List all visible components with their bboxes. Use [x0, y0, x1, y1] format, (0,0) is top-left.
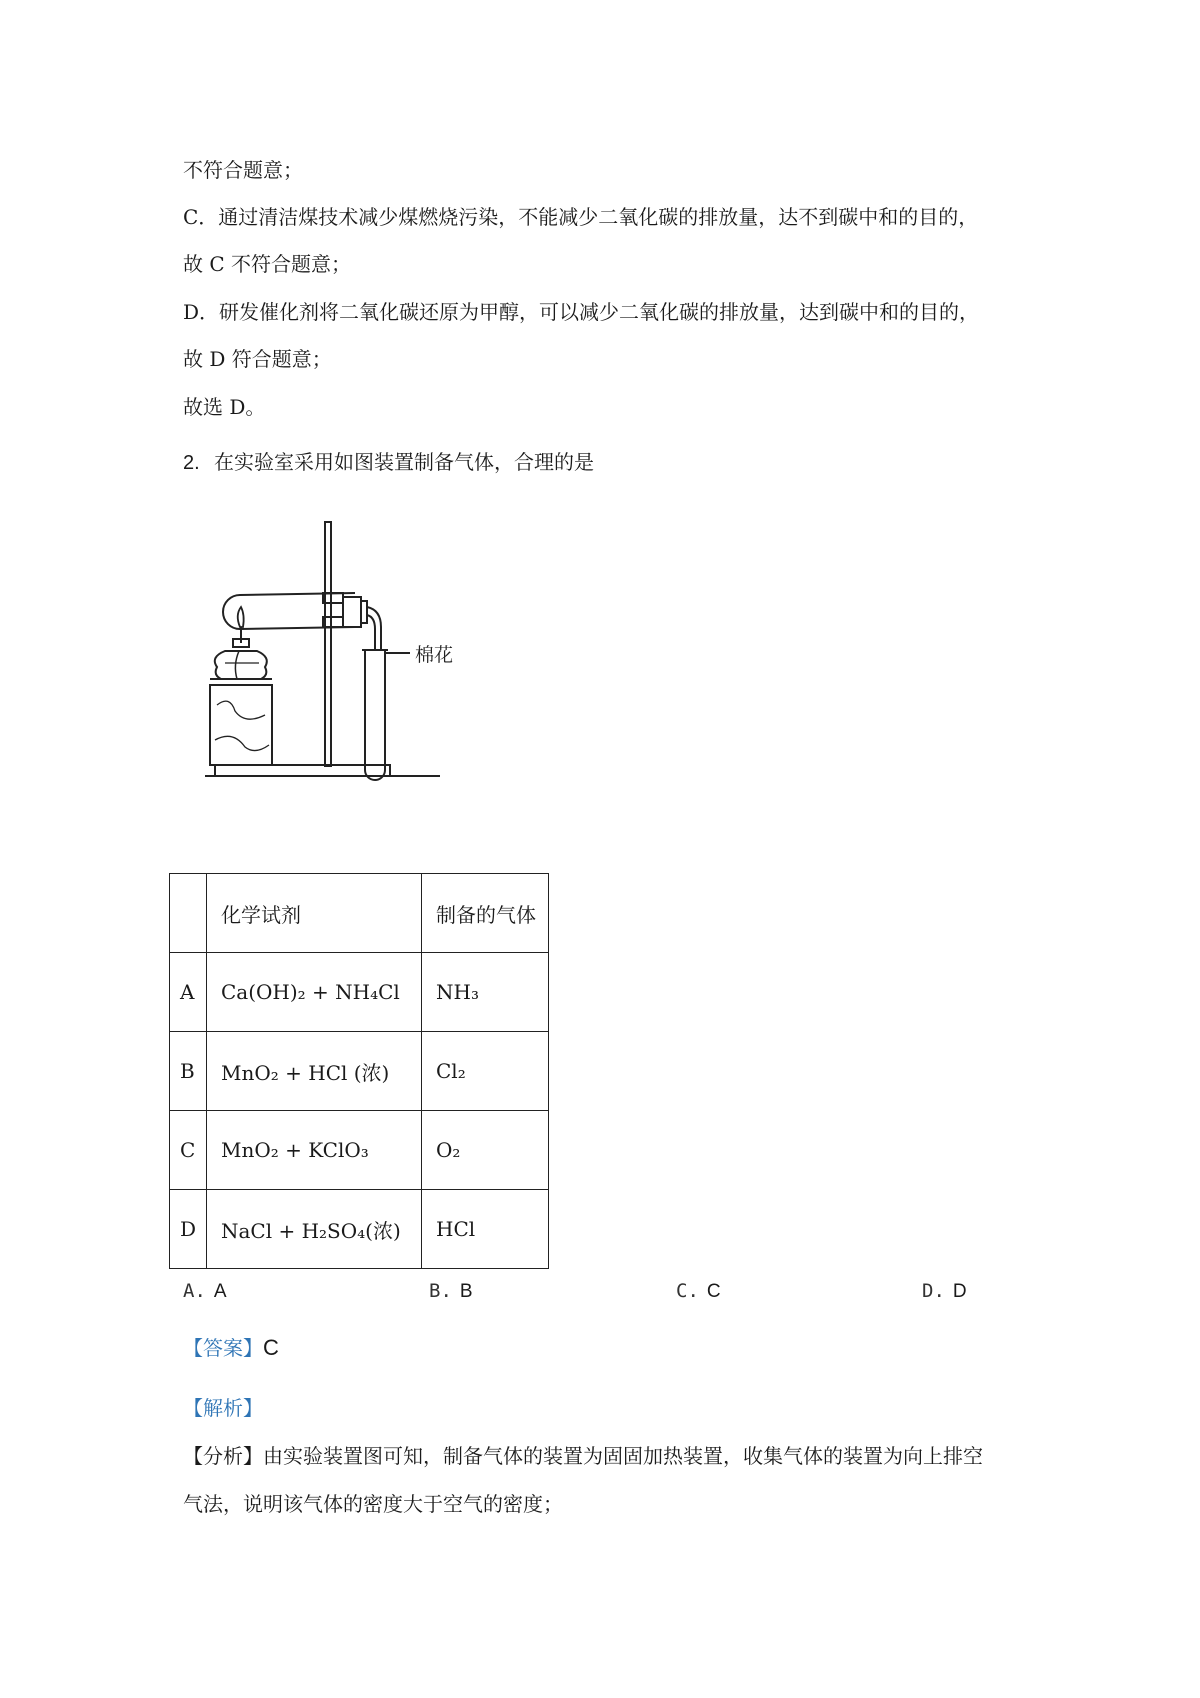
row-gas: Cl₂: [422, 1032, 549, 1111]
cotton-label: 棉花: [415, 644, 454, 666]
choice-d-label: D.: [922, 1280, 945, 1302]
question-number: 2.: [183, 452, 200, 474]
options-table: [169, 873, 549, 1269]
answer-value: C: [263, 1335, 279, 1360]
choice-a[interactable]: [183, 1280, 227, 1303]
choice-b-value: B: [459, 1281, 473, 1302]
row-label: A: [170, 953, 207, 1032]
choice-c-label: C.: [676, 1280, 699, 1302]
table-header-reagent: 化学试剂: [207, 874, 422, 953]
prev-line-3: 故 C 不符合题意；: [183, 252, 352, 276]
row-gas: O₂: [422, 1111, 549, 1190]
row-reagent: MnO₂ + HCl (浓): [207, 1032, 422, 1111]
row-gas: NH₃: [422, 953, 549, 1032]
prev-line-1: 不符合题意；: [183, 158, 303, 182]
choice-d[interactable]: [922, 1280, 967, 1303]
choice-a-label: A.: [183, 1280, 206, 1302]
prev-line-6: 故选 D。: [183, 395, 266, 419]
question-text: 在实验室采用如图装置制备气体，合理的是: [214, 450, 595, 474]
choice-c-value: C: [706, 1281, 721, 1302]
choice-b[interactable]: [429, 1280, 473, 1303]
table-header-blank: [170, 874, 207, 953]
table-row: [170, 953, 549, 1032]
table-header-row: [170, 874, 549, 953]
prev-line-5: 故 D 符合题意；: [183, 347, 332, 371]
apparatus-diagram: [195, 515, 505, 785]
row-label: B: [170, 1032, 207, 1111]
table-row: [170, 1190, 549, 1269]
choice-a-value: A: [213, 1281, 227, 1302]
analysis-sub-tag: 【分析】: [183, 1444, 263, 1468]
table-row: [170, 1032, 549, 1111]
row-reagent: Ca(OH)₂ + NH₄Cl: [207, 953, 422, 1032]
answer-tag: 【答案】: [183, 1336, 263, 1360]
row-gas: HCl: [422, 1190, 549, 1269]
analysis-text-1: 由实验装置图可知，制备气体的装置为固固加热装置，收集气体的装置为向上排空: [263, 1444, 983, 1468]
question-stem: [183, 448, 594, 477]
row-label: C: [170, 1111, 207, 1190]
analysis-line-1: [183, 1442, 983, 1470]
table-row: [170, 1111, 549, 1190]
analysis-tag: 【解析】: [183, 1396, 263, 1420]
choice-b-label: B.: [429, 1280, 452, 1302]
row-label: D: [170, 1190, 207, 1269]
analysis-heading: [183, 1394, 263, 1422]
choice-d-value: D: [952, 1281, 967, 1302]
row-reagent: NaCl + H₂SO₄(浓): [207, 1190, 422, 1269]
analysis-line-2: 气法，说明该气体的密度大于空气的密度；: [183, 1492, 563, 1516]
prev-line-4: D．研发催化剂将二氧化碳还原为甲醇，可以减少二氧化碳的排放量，达到碳中和的目的，: [183, 300, 980, 324]
row-reagent: MnO₂ + KClO₃: [207, 1111, 422, 1190]
choice-c[interactable]: [676, 1280, 721, 1303]
table-header-gas: 制备的气体: [422, 874, 549, 953]
prev-line-2: C．通过清洁煤技术减少煤燃烧污染，不能减少二氧化碳的排放量，达不到碳中和的目的，: [183, 205, 979, 229]
answer-line: [183, 1334, 279, 1362]
